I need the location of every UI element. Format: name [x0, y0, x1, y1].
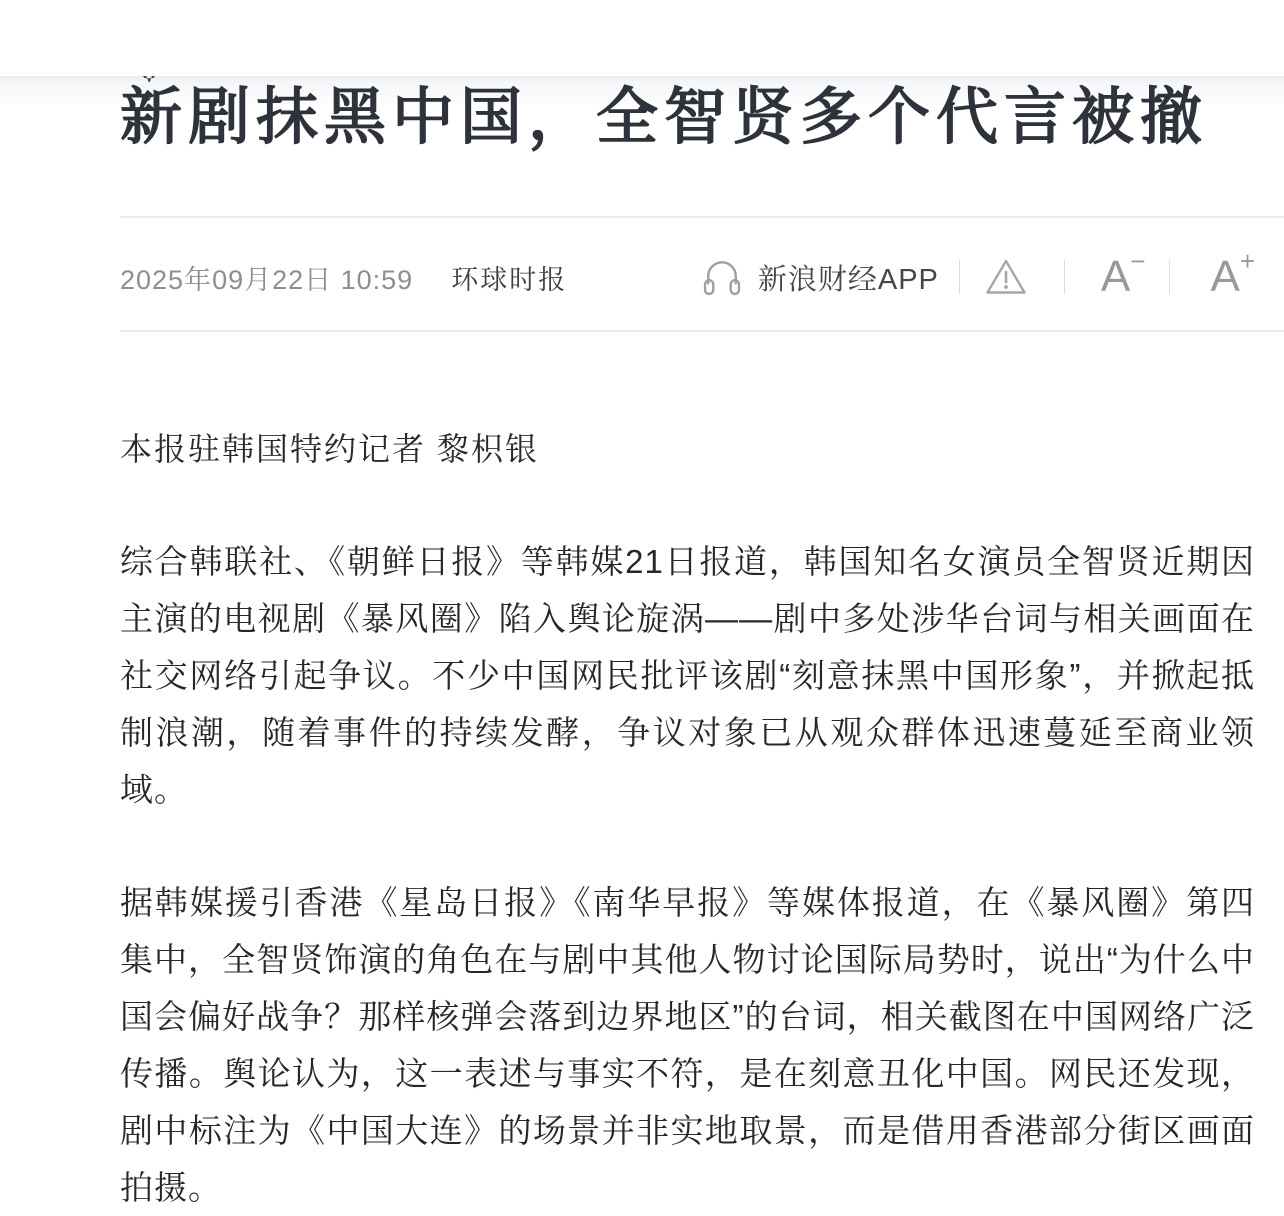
listen-app-label: 新浪财经APP: [757, 263, 939, 296]
article-paragraph: 综合韩联社、《朝鲜日报》等韩媒21日报道，韩国知名女演员全智贤近期因主演的电视剧《暴风圈》陷入舆论旋涡——剧中多处涉华台词与相关画面在社交网络引起争议。不少中国网民批评该剧“刻意抹黑中国形象”，并掀起抵制浪潮，随着事件的持续发酵，争议对象已从观众群体迅速蔓延至商业领域。: [120, 543, 1255, 808]
publish-datetime: 2025年09月22日 10:59: [120, 264, 414, 295]
font-decrease-button[interactable]: [1100, 246, 1146, 301]
separator: [1169, 260, 1170, 294]
warning-triangle-icon: [982, 253, 1030, 301]
author-byline: 本报驻韩国特约记者 黎枳银: [120, 431, 539, 467]
page-title: 新剧抹黑中国，全智贤多个代言被撤: [120, 83, 1209, 152]
article-container: [0, 76, 1284, 1216]
separator: [1064, 260, 1065, 294]
report-warning-button[interactable]: [982, 253, 1030, 301]
meta-toolbar: [700, 246, 1255, 301]
article-paragraph: 据韩媒援引香港《星岛日报》《南华早报》等媒体报道，在《暴风圈》第四集中，全智贤饰演的角色在与剧中其他人物讨论国际局势时，说出“为什么中国会偏好战争？那样核弹会落到边界地区”的台词，相关截图在中国网络广泛传播。舆论认为，这一表述与事实不符，是在刻意丑化中国。网民还发现，剧中标注为《中国大连》的场景并非实地取景，而是借用香港部分街区画面拍摄。: [120, 884, 1255, 1206]
separator: [959, 260, 960, 294]
article-meta-row: [120, 248, 1255, 306]
plus-sign: +: [1239, 246, 1255, 276]
divider-above-meta: [120, 216, 1284, 218]
article-body: [120, 533, 1255, 1216]
font-increase-button[interactable]: [1210, 246, 1255, 301]
headphones-icon: [700, 255, 744, 299]
listen-in-app-button[interactable]: [700, 255, 939, 299]
source-name[interactable]: 环球时报: [451, 264, 568, 295]
minus-sign: −: [1130, 246, 1146, 276]
font-decrease-letter: A: [1100, 252, 1131, 301]
divider-below-meta: [120, 330, 1284, 332]
font-increase-letter: A: [1210, 252, 1240, 301]
